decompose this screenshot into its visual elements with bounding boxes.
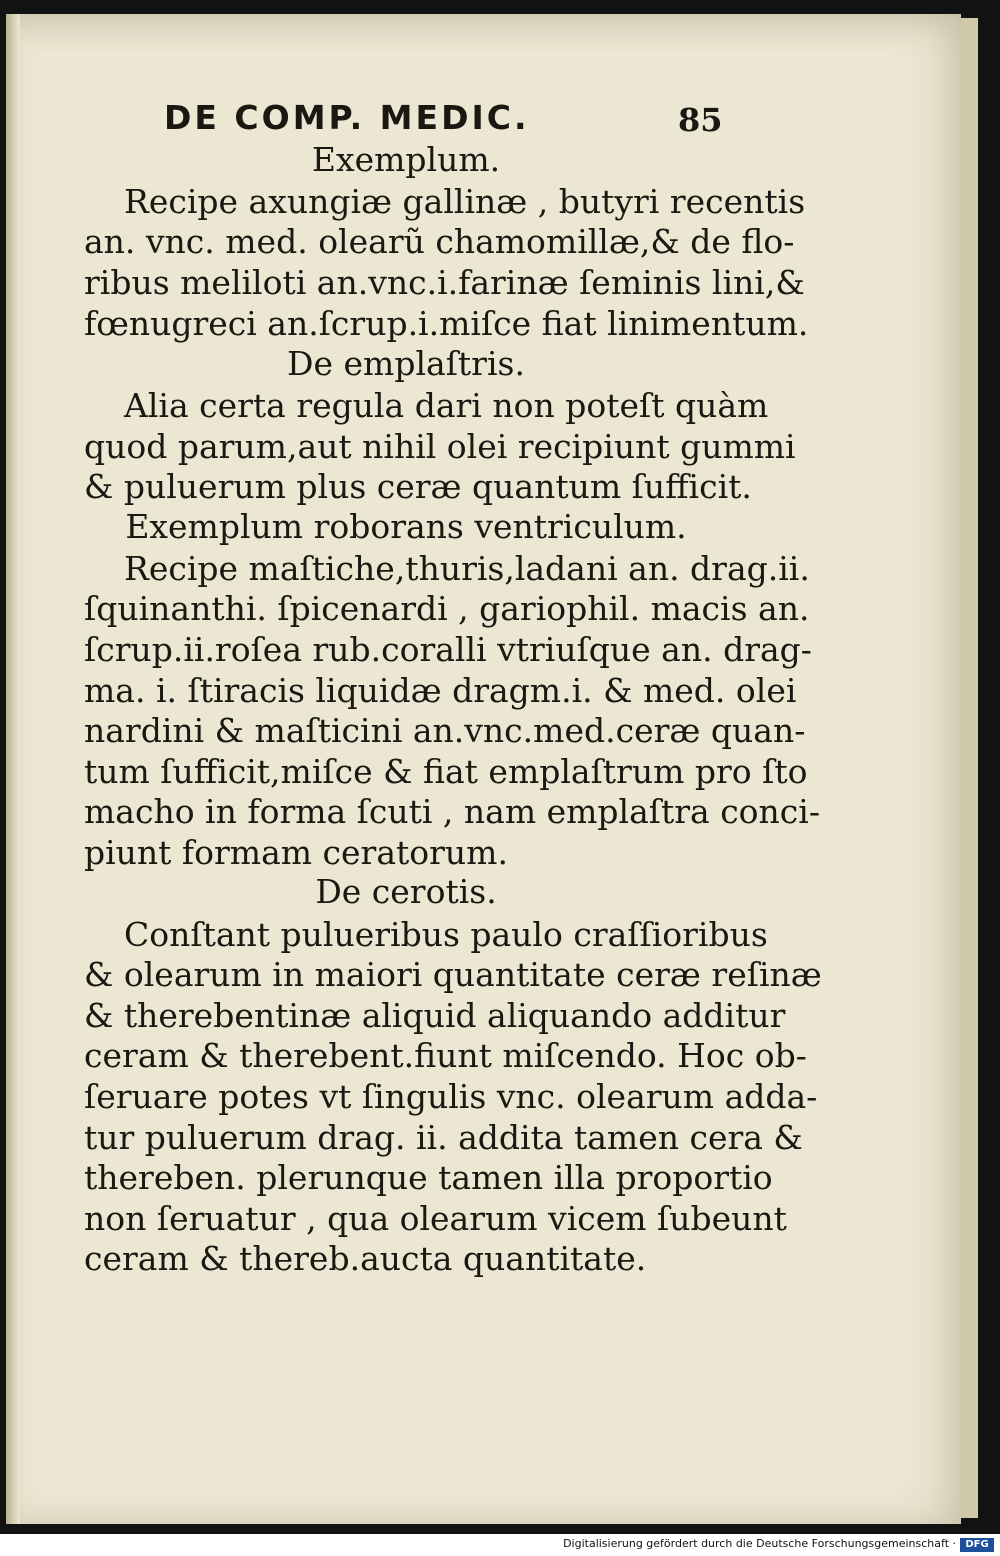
heading-exemplum: Exemplum. [311,140,501,179]
book-page [6,14,961,1524]
text-line: Recipe axungiæ gallinæ , butyri recentis [124,182,806,221]
text-line: nardini & maſticini an.vnc.med.ceræ quan- [84,711,806,750]
text-line: macho in forma ſcuti , nam emplaſtra conci- [84,792,820,831]
heading-de-emplastris: De emplaſtris. [287,344,525,383]
funding-notice: Digitalisierung gefördert durch die Deutsche Forschungsgemeinschaft · [563,1537,956,1550]
text-line: piunt formam ceratorum. [84,833,508,872]
page-gutter [6,14,20,1524]
text-line: tum ſufficit,miſce & fiat emplaſtrum pro ſto [84,752,808,791]
text-line: ribus meliloti an.vnc.i.farinæ ſeminis lini,& [84,263,805,302]
dfg-logo-icon[interactable]: DFG [960,1538,994,1552]
text-line: tur puluerum drag. ii. addita tamen cera & [84,1118,803,1157]
text-line: Alia certa regula dari non poteſt quàm [124,386,769,425]
text-line: ſcrup.ii.roſea rub.coralli vtriuſque an. drag- [84,630,812,669]
text-line: Conſtant pulueribus paulo craſſioribus [124,915,768,954]
running-head: DE COMP. MEDIC. [164,98,530,137]
text-line: ſeruare potes vt ſingulis vnc. olearum adda- [84,1077,818,1116]
text-line: an. vnc. med. olearũ chamomillæ,& de flo- [84,222,795,261]
footer-bar [0,1534,1000,1556]
text-line: & therebentinæ aliquid aliquando additur [84,996,786,1035]
text-line: ceram & therebent.fiunt miſcendo. Hoc ob- [84,1036,807,1075]
text-line: ma. i. ſtiracis liquidæ dragm.i. & med. olei [84,671,797,710]
text-line: Recipe maſtiche,thuris,ladani an. drag.ii. [124,549,810,588]
text-line: & olearum in maiori quantitate ceræ reſinæ [84,955,822,994]
text-line: non ſeruatur , qua olearum vicem ſubeunt [84,1199,787,1238]
text-line: thereben. plerunque tamen illa proportio [84,1158,773,1197]
text-line: fœnugreci an.ſcrup.i.miſce fiat linimentum. [84,304,809,343]
text-line: quod parum,aut nihil olei recipiunt gummi [84,427,796,466]
page-number: 85 [678,101,723,139]
text-line: & puluerum plus ceræ quantum ſufficit. [84,467,752,506]
heading-de-cerotis: De cerotis. [315,872,497,911]
heading-exemplum-roborans: Exemplum roborans ventriculum. [125,507,687,546]
text-line: ceram & thereb.aucta quantitate. [84,1239,647,1278]
text-line: ſquinanthi. ſpicenardi , gariophil. macis an. [84,589,810,628]
